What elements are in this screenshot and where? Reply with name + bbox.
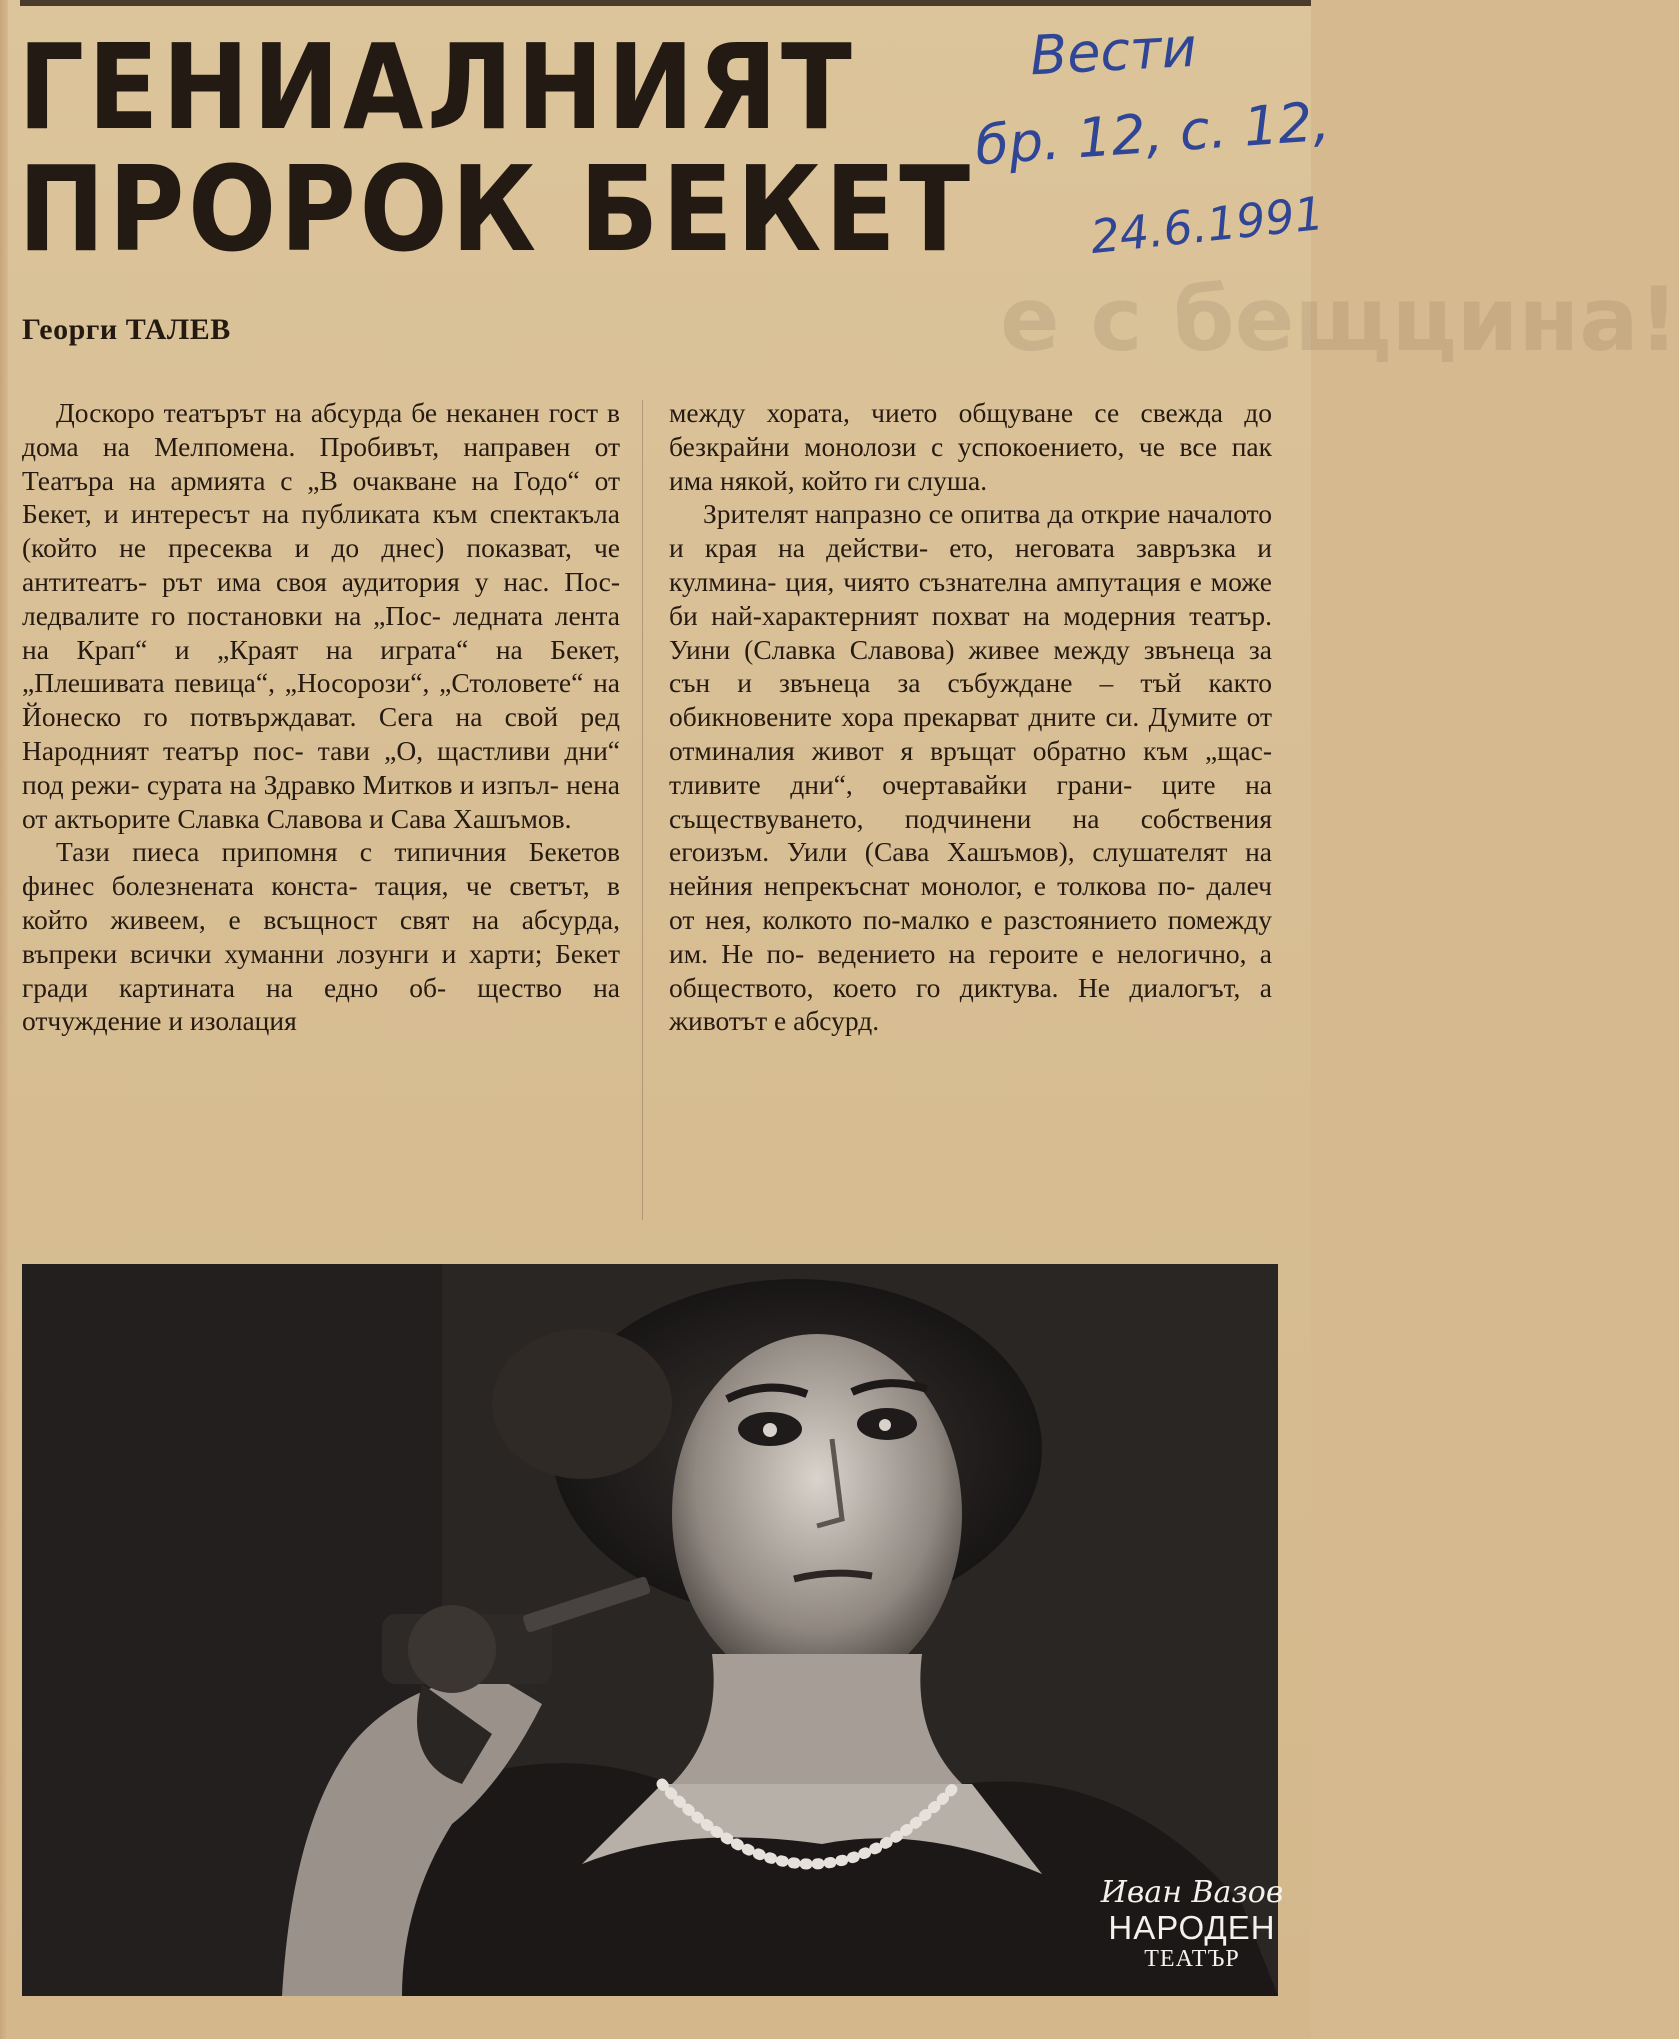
logo-line-1: НАРОДЕН — [1108, 1909, 1276, 1946]
handwritten-source: Вести — [1028, 15, 1199, 88]
photo-illustration — [22, 1264, 1278, 1996]
handwritten-issue-page: бр. 12, с. 12, — [973, 89, 1332, 178]
logo-signature: Иван Вазов — [1100, 1875, 1284, 1910]
logo-line-2: ТЕАТЪР — [1144, 1946, 1240, 1972]
byline: Георги ТАЛЕВ — [22, 313, 231, 346]
column-divider — [642, 400, 643, 1220]
national-theatre-logo — [1092, 1876, 1292, 1972]
article-column-1 — [22, 396, 620, 1038]
paragraph: Доскоро театърът на абсурда бе неканен гост в дома на Мелпомена. Пробивът, направен от Театъра на армията с „В очакване на Годо“ от Бекет, и интересът на публиката към спектакъла (който не пресеква и до днес) показват, че антитеатъ- рът има своя аудитория у нас. Пос- ледвалите го постановки на „Пос- ледната лента на Крап“ и „Краят на играта“ на Бекет, „Плешивата певица“, „Носорози“, „Столовете“ на Йонеско го потвърждават. Сега на свой ред Народният театър пос- тави „О, щастливи дни“ под режи- сурата на Здравко Митков и изпъл- нена от актьорите Славка Славова и Сава Хашъмов. — [22, 397, 620, 834]
headline-line-2: ПРОРОК БЕКЕТ — [18, 140, 974, 278]
handwritten-date: 24.6.1991 — [1087, 185, 1327, 265]
bleed-through-text: е с бещцина! — [1000, 268, 1679, 371]
headline-line-1: ГЕНИАЛНИЯТ — [18, 18, 856, 156]
paragraph: Зрителят напразно се опитва да открие началото и края на действи- ето, неговата завръзка и кулмина- ция, чиято съзнателна ампутация е може би най-характерният похват на модерния театър. Уини (Славка Славова) живее между звънеца за сън и звънеца за събуждане – тъй както обикновените хора прекарват дните си. Думите от отминалия живот я връщат обратно към „щас- тливите дни“, очертавайки грани- ците на съществуването, подчинени на собствения егоизъм. Уили (Сава Хашъмов), слушателят на нейния непрекъснат монолог, е толкова по- далеч от нея, колкото по-малко е разстоянието помежду им. Не по- ведението на героите е нелогично, а обществото, което го диктува. Не диалогът, а животът е абсурд. — [669, 498, 1272, 1037]
page-edge — [0, 0, 8, 2039]
article-photo — [22, 1264, 1278, 1996]
article-column-2 — [669, 396, 1272, 1038]
top-rule — [20, 0, 1311, 6]
paragraph: между хората, чието общуване се свежда до безкрайни монолози с успокоението, че все пак има някой, който ги слуша. — [669, 397, 1272, 496]
paragraph: Тази пиеса припомня с типичния Бекетов финес болезнената конста- тация, че светът, в който живеем, е всъщност свят на абсурда, въпреки всички хуманни лозунги и харти; Бекет гради картината на едно об- щество на отчуждение и изолация — [22, 836, 620, 1037]
